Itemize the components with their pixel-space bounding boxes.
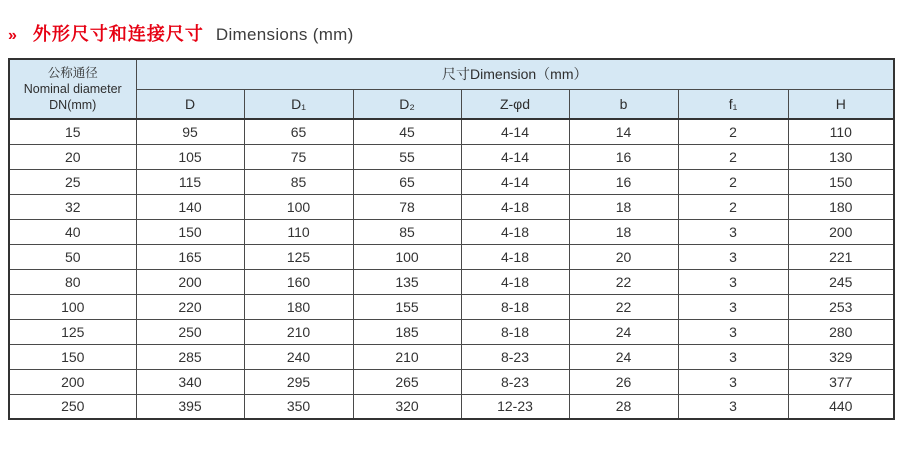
dimension-cell: 85 [353,219,461,244]
dimension-cell: 45 [353,119,461,144]
dn-cell: 40 [9,219,136,244]
dimension-cell: 4-18 [461,244,569,269]
dimension-cell: 85 [244,169,353,194]
corner-header-line3: DN(mm) [49,98,97,113]
dimension-cell: 150 [136,219,244,244]
dn-cell: 100 [9,294,136,319]
dimension-cell: 200 [788,219,894,244]
dimension-cell: 125 [244,244,353,269]
dimension-cell: 65 [244,119,353,144]
dn-cell: 150 [9,344,136,369]
column-header-d2: D₂ [353,89,461,119]
corner-header-line1: 公称通径 [47,65,98,80]
dimension-cell: 245 [788,269,894,294]
table-row [9,244,894,269]
dimension-cell: 2 [678,194,788,219]
dimension-cell: 140 [136,194,244,219]
dimension-cell: 8-23 [461,344,569,369]
dimension-cell: 95 [136,119,244,144]
dimension-cell: 16 [569,169,678,194]
table-row [9,294,894,319]
column-header-h: H [788,89,894,119]
table-body [9,119,894,419]
dimension-cell: 3 [678,294,788,319]
dimension-cell: 105 [136,144,244,169]
column-header-d: D [136,89,244,119]
dimension-cell: 18 [569,219,678,244]
dimension-cell: 115 [136,169,244,194]
dimension-cell: 4-14 [461,169,569,194]
dimension-cell: 220 [136,294,244,319]
dimension-cell: 165 [136,244,244,269]
dimension-cell: 320 [353,394,461,419]
dimension-cell: 28 [569,394,678,419]
dimension-cell: 8-23 [461,369,569,394]
dimension-cell: 295 [244,369,353,394]
dimensions-table [8,58,895,420]
table-row [9,144,894,169]
dimension-cell: 250 [136,319,244,344]
header-row-columns [9,89,894,119]
corner-header-line2: Nominal diameter [23,81,122,96]
dimension-cell: 18 [569,194,678,219]
dn-cell: 200 [9,369,136,394]
dimension-cell: 329 [788,344,894,369]
dimension-cell: 16 [569,144,678,169]
table-row [9,344,894,369]
column-header-zd: Z-φd [461,89,569,119]
dimension-cell: 210 [244,319,353,344]
dimension-cell: 2 [678,169,788,194]
dimension-cell: 4-18 [461,269,569,294]
dimension-cell: 130 [788,144,894,169]
header-row-group [9,59,894,89]
chevron-right-icon: » [8,27,17,44]
dimension-cell: 8-18 [461,294,569,319]
dimension-cell: 3 [678,219,788,244]
dimension-cell: 3 [678,344,788,369]
table-row [9,319,894,344]
dn-cell: 25 [9,169,136,194]
dn-cell: 15 [9,119,136,144]
table-row [9,394,894,419]
column-header-f1: f₁ [678,89,788,119]
dimension-cell: 12-23 [461,394,569,419]
dimension-cell: 240 [244,344,353,369]
dn-cell: 50 [9,244,136,269]
dimension-cell: 100 [353,244,461,269]
dimension-cell: 4-18 [461,219,569,244]
dimension-cell: 280 [788,319,894,344]
dimension-cell: 265 [353,369,461,394]
dimension-cell: 2 [678,119,788,144]
table-row [9,269,894,294]
dimension-cell: 8-18 [461,319,569,344]
dimension-cell: 100 [244,194,353,219]
dimension-cell: 253 [788,294,894,319]
dimension-cell: 4-14 [461,144,569,169]
column-header-b: b [569,89,678,119]
dimension-cell: 135 [353,269,461,294]
dimension-cell: 26 [569,369,678,394]
dimension-cell: 14 [569,119,678,144]
section-title-zh: 外形尺寸和连接尺寸 [32,24,204,44]
table-row [9,169,894,194]
dimension-cell: 65 [353,169,461,194]
dn-cell: 250 [9,394,136,419]
dimension-cell: 4-14 [461,119,569,144]
dimension-cell: 3 [678,369,788,394]
dimension-cell: 24 [569,319,678,344]
dimension-cell: 22 [569,294,678,319]
dn-cell: 125 [9,319,136,344]
dimension-cell: 3 [678,394,788,419]
dimension-cell: 22 [569,269,678,294]
section-title-en: Dimensions (mm) [215,25,354,44]
table-row [9,194,894,219]
table-row [9,369,894,394]
dimension-cell: 395 [136,394,244,419]
group-header-cell: 尺寸Dimension（mm） [136,59,894,89]
corner-header-cell [9,59,136,119]
dn-cell: 20 [9,144,136,169]
dimension-cell: 180 [788,194,894,219]
dimension-cell: 180 [244,294,353,319]
table-row [9,219,894,244]
dimension-cell: 78 [353,194,461,219]
dimension-cell: 3 [678,244,788,269]
dimension-cell: 185 [353,319,461,344]
dimension-cell: 3 [678,319,788,344]
dimension-cell: 75 [244,144,353,169]
dimension-cell: 200 [136,269,244,294]
dn-cell: 80 [9,269,136,294]
dimension-cell: 55 [353,144,461,169]
section-title [8,20,900,46]
dimension-cell: 155 [353,294,461,319]
table-row [9,119,894,144]
dimension-cell: 2 [678,144,788,169]
column-header-d1: D₁ [244,89,353,119]
dimension-cell: 110 [788,119,894,144]
dimension-cell: 160 [244,269,353,294]
dn-cell: 32 [9,194,136,219]
dimension-cell: 440 [788,394,894,419]
dimension-cell: 210 [353,344,461,369]
dimension-cell: 4-18 [461,194,569,219]
dimension-cell: 20 [569,244,678,269]
dimension-cell: 350 [244,394,353,419]
dimension-cell: 150 [788,169,894,194]
dimension-cell: 3 [678,269,788,294]
dimension-cell: 110 [244,219,353,244]
table-header [9,59,894,119]
dimension-cell: 24 [569,344,678,369]
dimension-cell: 221 [788,244,894,269]
dimension-cell: 285 [136,344,244,369]
dimension-cell: 377 [788,369,894,394]
dimension-cell: 340 [136,369,244,394]
